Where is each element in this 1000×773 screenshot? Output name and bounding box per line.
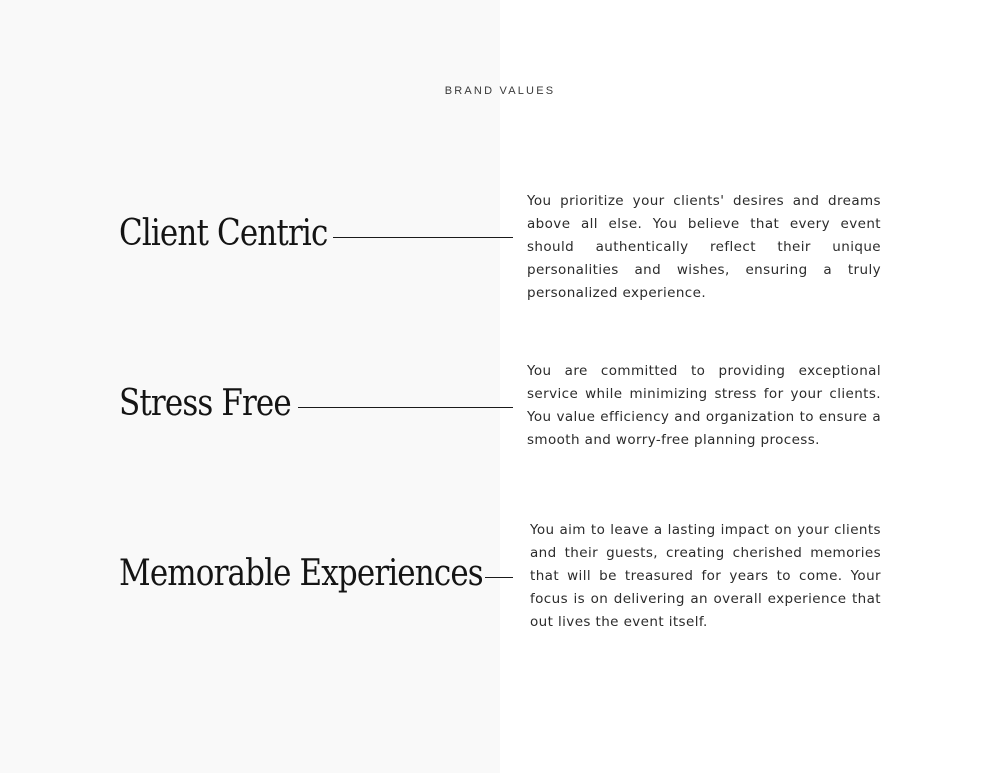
value-description: You aim to leave a lasting impact on your clients and their guests, creating cherished memories that will be treasured for years to come. Your focus is on delivering an overall experience that out lives the event itself. — [530, 522, 881, 630]
value-title: Stress Free — [119, 383, 291, 424]
connector-line — [333, 237, 513, 238]
value-description: You are committed to providing exceptional service while minimizing stress for your clients. You value efficiency and organization to ensure a smooth and worry-free planning process. — [527, 363, 881, 448]
value-description: You prioritize your clients' desires and dreams above all else. You believe that every event should authentically reflect their unique personalities and wishes, ensuring a truly personalized experience. — [527, 193, 881, 301]
connector-line — [485, 577, 513, 578]
connector-line — [298, 407, 513, 408]
value-title: Memorable Experiences — [119, 553, 483, 594]
value-title: Client Centric — [119, 213, 328, 254]
section-eyebrow: BRAND VALUES — [444, 85, 556, 97]
